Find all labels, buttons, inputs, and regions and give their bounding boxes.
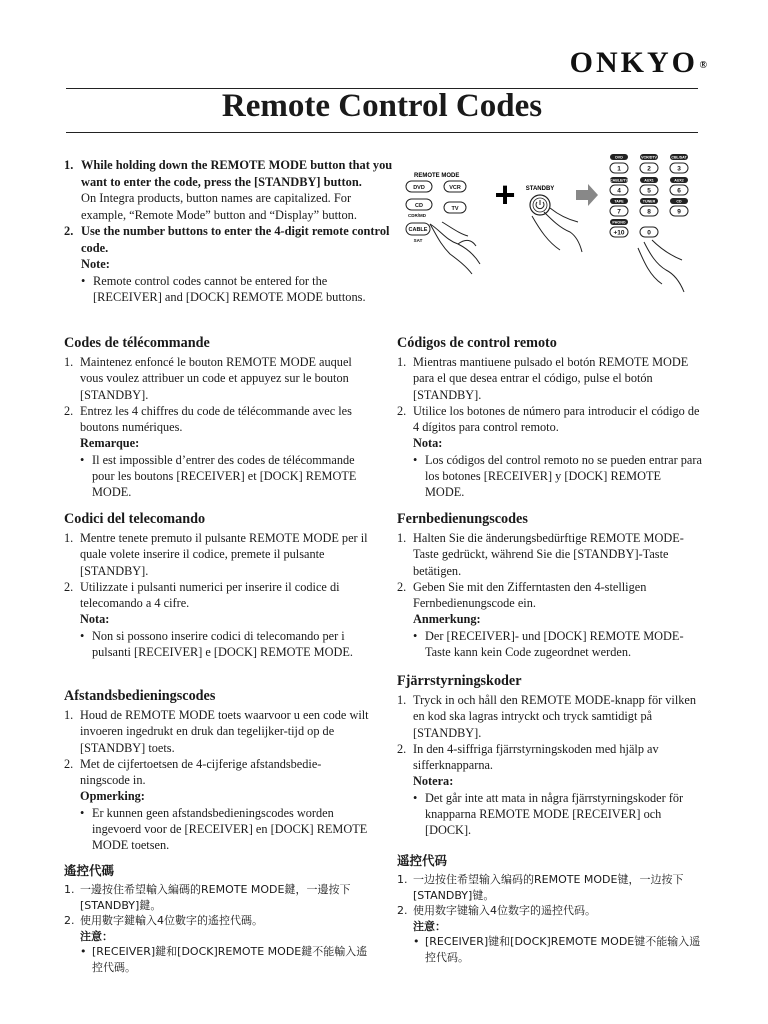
step-text: Use the number buttons to enter the 4-digit remote control code. [81, 224, 390, 255]
step-text: In den 4-siffriga fjärrstyrningskoden med hjälp av sifferknapparna. [413, 741, 659, 773]
arrow-icon [576, 184, 598, 206]
key-2-label: 2 [647, 165, 651, 173]
english-instructions [64, 157, 394, 306]
note-label: 注意： [413, 919, 446, 933]
step: 1. Maintenez enfoncé le bouton REMOTE MODE auquel vous voulez attribuer un code et appuyez sur le bouton [STANDBY]. [64, 355, 352, 402]
standby-label: STANDBY [525, 186, 555, 192]
step-2 [64, 223, 394, 306]
step: 1. Mentre tenete premuto il pulsante REMOTE MODE per il quale volete inserire il codice, premete il pulsante [STANDBY]. [64, 531, 368, 578]
section-nl [64, 687, 369, 854]
step-detail: On Integra products, button names are capitalized. For example, “Remote Mode” button and “Display” button. [81, 191, 357, 222]
note-label: Notera: [413, 774, 454, 789]
note-label: Anmerkung: [413, 612, 481, 627]
key-9-label: 9 [677, 208, 681, 216]
key-1-label: 1 [617, 165, 621, 173]
vcr-label: VCR [449, 185, 461, 191]
note [397, 435, 702, 500]
keypad-cd-label: CD [676, 199, 682, 204]
section-title: Códigos de control remoto [397, 335, 557, 351]
section-title: Fjärrstyrningskoder [397, 673, 522, 689]
key-0-label: 0 [647, 229, 651, 237]
step: 2. In den 4-siffriga fjärrstyrningskoden med hjälp av sifferknapparna. [397, 741, 659, 773]
remote-mode-label: REMOTE MODE [414, 173, 460, 179]
hand-icon [430, 222, 480, 274]
note-text: • Non si possono inserire codici di telecomando per i pulsanti [RECEIVER] e [DOCK] REMOTE MODE. [80, 628, 369, 661]
note-text: • Er kunnen geen afstandsbedieningscodes worden ingevoerd voor de [RECEIVER] en [DOCK] REMOTE MODE toetsen. [80, 805, 369, 854]
step-text: Tryck in och håll den REMOTE MODE-knapp för vilken en kod ska lagras intryckt och tryck samtidigt på [STANDBY]. [413, 693, 697, 740]
note-text: • Det går inte att mata in några fjärrstyrningskoder för knapparna REMOTE MODE [RECEIVER] och [DOCK]. [413, 790, 702, 839]
note-text: • Los códigos del control remoto no se pueden entrar para los botones [RECEIVER] y [DOCK] REMOTE MODE. [413, 452, 702, 501]
step: 2. Utilizzate i pulsanti numerici per inserire il codice di telecomando a 4 cifre. [64, 579, 340, 611]
registered-mark: ® [699, 60, 710, 71]
step-text: 使用數字鍵輸入4位數字的遙控代碼。 [80, 914, 263, 927]
step-text: Geben Sie mit den Zifferntasten den 4-stelligen Fernbedienungscode ein. [413, 579, 647, 611]
remote-illustration [400, 150, 700, 300]
step-text: While holding down the REMOTE MODE button that you want to enter the code, press the [STANDBY] button. [81, 158, 393, 189]
step: 1. Tryck in och håll den REMOTE MODE-knapp för vilken en kod ska lagras intryckt och tryck samtidigt på [STANDBY]. [397, 693, 697, 740]
note-label: Remarque: [80, 436, 140, 451]
step-text: Utilizzate i pulsanti numerici per inserire il codice di telecomando a 4 cifre. [80, 579, 340, 611]
section-fr [64, 334, 369, 501]
step-text: Houd de REMOTE MODE toets waarvoor u een code wilt invoeren ingedrukt en druk dan tegelijker-tijd op de [STANDBY] toets. [80, 708, 369, 755]
brand-name: ONKYO [569, 46, 698, 79]
section-title: 遥控代码 [397, 853, 448, 868]
step-text: Entrez les 4 chiffres du code de télécommande avec les boutons numériques. [80, 403, 352, 435]
note [64, 788, 369, 853]
note-text: • [RECEIVER]鍵和[DOCK]REMOTE MODE鍵不能輸入遙控代碼。 [80, 944, 369, 975]
key-7-label: 7 [617, 208, 621, 216]
section-zh-cn [397, 852, 702, 965]
key-5-label: 5 [647, 187, 651, 195]
title-rule [66, 132, 698, 133]
note-label: 注意： [80, 929, 113, 943]
step: 2. Geben Sie mit den Zifferntasten den 4-stelligen Fernbedienungscode ein. [397, 579, 647, 611]
cable-label: CABLE [408, 227, 428, 233]
keypad-phono-label: PHONO [612, 220, 626, 225]
step-text: Mientras mantiuene pulsado el botón REMOTE MODE para el que desea entrar el código, pulse el botón [STANDBY]. [413, 355, 689, 402]
step-text: Halten Sie die änderungsbedürftige REMOTE MODE-Taste gedrückt, während Sie die [STANDBY]-Taste betätigen. [413, 531, 684, 578]
step: 1. 一边按住希望输入编码的REMOTE MODE键，一边按下[STANDBY]键。 [397, 873, 684, 902]
keypad-dvd-label: DVD [615, 155, 623, 160]
note [64, 929, 369, 976]
step-text: Mentre tenete premuto il pulsante REMOTE MODE per il quale volete inserire il codice, premete il pulsante [STANDBY]. [80, 531, 368, 578]
step-number: 2. [64, 224, 74, 238]
keypad-cblsat-label: CBL/SAT [671, 155, 687, 160]
section-title: 遙控代碼 [64, 863, 115, 878]
section-title: Codes de télécommande [64, 335, 210, 351]
note [64, 611, 369, 660]
tv-label: TV [451, 206, 459, 212]
keypad-aux1-label: AUX1 [644, 178, 654, 183]
keypad-tape-label: TAPE [614, 199, 624, 204]
step: 2. Entrez les 4 chiffres du code de télécommande avec les boutons numériques. [64, 403, 352, 435]
section-es [397, 334, 702, 501]
hand-icon [638, 240, 684, 292]
step-text: Met de cijfertoetsen de 4-cijferige afstandsbedie-ningscode in. [80, 756, 322, 788]
step: 2. 使用数字键输入4位数字的遥控代码。 [397, 904, 596, 917]
step: 2. Utilice los botones de número para introducir el código de 4 dígitos para control remoto. [397, 403, 700, 435]
section-it [64, 510, 369, 660]
keypad-cabletv-label: CABLE/TV [610, 178, 628, 183]
section-title: Fernbedienungscodes [397, 511, 528, 527]
keypad [610, 154, 688, 237]
note-text: • Der [RECEIVER]- und [DOCK] REMOTE MODE-Taste kann kein Code zugeordnet werden. [413, 628, 702, 661]
cdrmd-label: CDR/MD [408, 213, 426, 218]
step-text: 一边按住希望输入编码的REMOTE MODE键，一边按下[STANDBY]键。 [413, 873, 684, 902]
section-title: Codici del telecomando [64, 511, 206, 527]
section-zh-tw [64, 862, 369, 975]
note [397, 773, 702, 838]
note-label: Nota: [80, 612, 110, 627]
brand-logo [569, 46, 710, 80]
step-text: 使用数字键输入4位数字的遥控代码。 [413, 904, 596, 917]
dvd-label: DVD [413, 185, 425, 191]
step-text: Maintenez enfoncé le bouton REMOTE MODE auquel vous voulez attribuer un code et appuyez sur le bouton [STANDBY]. [80, 355, 352, 402]
key-3-label: 3 [677, 165, 681, 173]
plus-icon: + [494, 174, 516, 215]
step-1 [64, 157, 394, 223]
note-label: Nota: [413, 436, 443, 451]
note-label: Opmerking: [80, 789, 145, 804]
cd-label: CD [415, 203, 423, 209]
step: 2. 使用數字鍵輸入4位數字的遙控代碼。 [64, 914, 263, 927]
section-sv [397, 672, 702, 839]
page-title: Remote Control Codes [221, 88, 543, 124]
sat-label: SAT [413, 238, 423, 243]
key-plus10-label: +10 [613, 229, 625, 237]
key-6-label: 6 [677, 187, 681, 195]
section-title: Afstandsbedieningscodes [64, 688, 216, 704]
step-text: 一邊按住希望輸入編碼的REMOTE MODE鍵，一邊按下[STANDBY]鍵。 [80, 883, 351, 912]
key-4-label: 4 [617, 187, 621, 195]
note-text: • Il est impossible d’entrer des codes de télécommande pour les boutons [RECEIVER] et [DOCK] REMOTE MODE. [80, 452, 369, 501]
note-text: • Remote control codes cannot be entered for the [RECEIVER] and [DOCK] REMOTE MODE buttons. [81, 273, 394, 306]
step: 2. Met de cijfertoetsen de 4-cijferige afstandsbedie-ningscode in. [64, 756, 322, 788]
key-8-label: 8 [647, 208, 651, 216]
standby-button [530, 195, 550, 215]
section-de [397, 510, 702, 660]
step-text: Utilice los botones de número para introducir el código de 4 dígitos para control remoto. [413, 403, 700, 435]
step: 1. 一邊按住希望輸入編碼的REMOTE MODE鍵，一邊按下[STANDBY]鍵。 [64, 883, 351, 912]
note [397, 611, 702, 660]
keypad-tuner-label: TUNER [642, 199, 656, 204]
step: 1. Mientras mantiuene pulsado el botón REMOTE MODE para el que desea entrar el código, pulse el botón [STANDBY]. [397, 355, 689, 402]
note [64, 435, 369, 500]
keypad-aux2-label: AUX2 [674, 178, 684, 183]
step: 1. Halten Sie die änderungsbedürftige REMOTE MODE-Taste gedrückt, während Sie die [STANDBY]-Taste betätigen. [397, 531, 684, 578]
keypad-vcrdtv-label: VCR/DTV [641, 155, 657, 160]
step: 1. Houd de REMOTE MODE toets waarvoor u een code wilt invoeren ingedrukt en druk dan tegelijker-tijd op de [STANDBY] toets. [64, 708, 369, 755]
note [397, 919, 702, 966]
note-text: • [RECEIVER]键和[DOCK]REMOTE MODE键不能输入遥控代码。 [413, 934, 702, 965]
step-number: 1. [64, 158, 74, 172]
note-label: Note: [81, 257, 110, 271]
